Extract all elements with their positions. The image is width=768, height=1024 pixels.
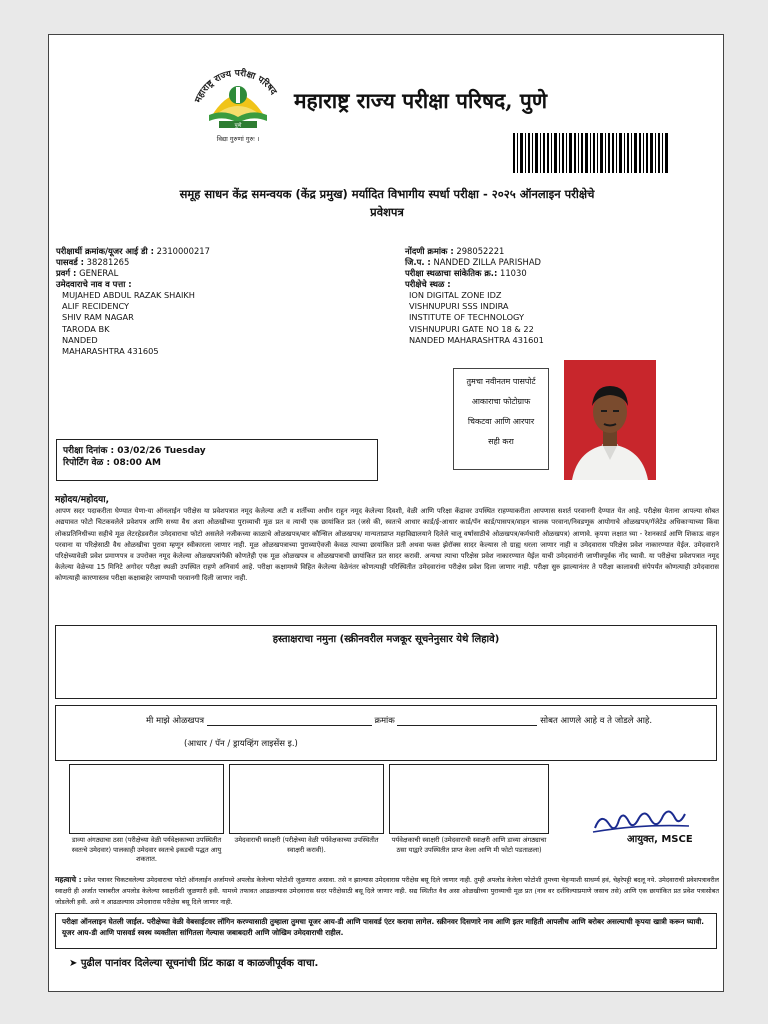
category-value: GENERAL (79, 268, 119, 278)
category-label: प्रवर्ग : (56, 268, 77, 278)
footer-instruction (69, 955, 318, 969)
venue-line: INSTITUTE OF TECHNOLOGY (409, 312, 524, 323)
candidate-photo (564, 360, 656, 480)
address-line: SHIV RAM NAGAR (62, 312, 134, 323)
photo-note-line: सही करा (488, 437, 514, 446)
reg-label: नोंदणी क्रमांक : (405, 246, 454, 256)
reporting-time-label: रिपोर्टिंग वेळ : (63, 458, 111, 468)
roll-label: परीक्षार्थी क्रमांक/यूजर आई डी : (56, 246, 154, 256)
candidate-details (56, 246, 210, 357)
candidate-signature-box (229, 764, 384, 834)
photo-note-line: तुमचा नवीनतम पासपोर्ट (466, 377, 536, 386)
exam-date-label: परीक्षा दिनांक : (63, 446, 115, 456)
footer-text: पुढील पानांवर दिलेल्या सूचनांची प्रिंट काढा व काळजीपूर्वक वाचा. (80, 958, 319, 969)
reporting-time-value: 08:00 AM (113, 458, 161, 468)
logo-motto: विद्या गुरुणां गुरुः । (216, 135, 260, 143)
exam-title-line1: समूह साधन केंद्र समन्वयक (केंद्र प्रमुख) मर्यादित विभागीय स्पर्धा परीक्षा - २०२५ ऑनलाइन परीक्षेचे (179, 187, 595, 201)
board-logo (189, 55, 287, 145)
thumb-caption: डाव्या अंगठ्याचा ठसा (परीक्षेच्या वेळी पर्यवेक्षकाच्या उपस्थितीत स्वतःचे उमेदवार) पालकाही उमेदवार स्वतःचे इकडची पद्धत आयु शकतात. (71, 836, 222, 863)
venue-line: VISHNUPURI GATE NO 18 & 22 (409, 323, 534, 334)
instructions-body: आपण सदर पदाकरीता घेण्यात येणा-या ऑनलाईन परीक्षेस या प्रवेशपत्रात नमूद केलेल्या अटी व शर्तीच्या अधीन राहून नमूद केलेल्या दिवशी, वेळी आणि परिक्षा केंद्रावर उपस्थित राहण्याकरीता आपणास सशर्त परवानगी देण्यात येत आहे. परीक्षेस येताना आपल्या सोबत अद्ययावत फोटो चिटकवलेले प्रवेशपत्र आणि सध्या वैध अशा ओळखीच्या पुराव्याची मूळ प्रत व त्याची एक छायांकित प्रत (जसे की, स्वतःचे आधार कार्ड/ई-आधार कार्ड/पॅन कार्ड/पासपत्र/वाहन चालक परवाना/निवडणूक आयोगाचे ओळखपत्र/गॅजेटेड अधिकाऱ्याच्या किंवा लोकप्रतिनिधीच्या सहीचे मूळ लेटरहेडवरील उमेदवाराचा फोटो असलेले नजीकच्या काळाचे ओळखपत्र/बार कौन्सिल ओळखपत्र/ मान्यताप्राप्त महाविद्यालयाने दिलेले चालू वर्षासाठीचे ओळखपत्र/कर्मचारी ओळखपत्र) आणावे. कृपया लक्षात घ्या - रेशनकार्ड आणि शिकाऊ वाहन परवाना या परिक्षेसाठी वैध ओळखीचा पुरावा म्हणून स्वीकारला जाणार नाही. मूळ ओळखपत्राच्या पुराव्याऐवजी केवळ त्याच्या छायांकित प्रती अथवा फक्त झेरॉक्स सादर केल्यास तो ग्राह्य धरला जाणार नाही व उमेदवारास परिक्षेस प्रवेश नाकारण्यात येईल. उमेदवाराने परिक्षेच्यावेळी प्रवेश प्रमाणपत्र व उपरोक्त नमूद केलेल्या ओळखपत्रांपैकी कोणतेही एक मूळ ओळखपत्र व ओळखपत्राची छायांकित प्रत सादर करावी. अन्यथा त्याचा परिक्षेस प्रवेश नाकारण्यात येईल याची उमेदवारांनी जाणीवपूर्वक नोंद घ्यावी. या परीक्षेचा प्रवेशपत्रात नमूद केलेल्या वेळेच्या 15 मिनिटे अगोदर परीक्षा स्थळी उपस्थित राहणे अनिवार्य आहे. परीक्षा कक्षामध्ये विहित केलेल्या वेळेनंतर कोणत्याही परिस्थितीत उमेदवारांना परीक्षेस प्रवेश दिला जाणार नाही. परीक्षा सुरु झाल्यानंतर ते परीक्षा कालावधी संपेपर्यंत कोणत्याही उमेदवारास कोणत्याही कारणास्तव परीक्षा कक्षाबाहेर जाण्याची परवानगी दिली जाणार नाही. (55, 507, 720, 583)
address-line: MAHARASHTRA 431605 (62, 346, 159, 357)
exam-date-value: 03/02/26 Tuesday (117, 446, 206, 456)
photo-instruction-box (453, 368, 549, 470)
venue-label: परीक्षेचे स्थळ : (405, 279, 451, 289)
logo-city: पुणे (234, 123, 242, 129)
login-info-box: परीक्षा ऑनलाइन घेतली जाईल. परीक्षेच्या वेळी वेबसाईटवर लॉगिन करण्यासाठी तुम्हाला तुमचा यूजर आय-डी आणि पासवर्ड एंटर करावा लागेल. स्क्रीनवर दिसणारे नाव आणि इतर माहिती आपलीच आणि बरोबर असल्याची कृपया खात्री करून घ्यावी. यूजर आय-डी आणि पासवर्ड स्वस्थ व्यक्तीला सांगितला गेल्यास जबाबदारी आणि जोखिम उमेदवाराची राहील. (55, 913, 717, 949)
salutation: महोदय/महोदया, (55, 495, 110, 505)
important-note-body: प्रवेश पत्रावर चिकटवलेल्या उमेदवाराचा फोटो ऑनलाईन अर्जामध्ये अपलोड केलेल्या फोटोशी जुळणारा असावा. तसे न झाल्यास उमेदवारास परीक्षेस बसू दिले जाणार नाही. तुम्ही अपलोड केलेला फोटोशी तुमच्या चेहऱ्याशी साधर्म्य हवं, चेहरेपट्टी बदलू नये. उमेदवाराची प्रवेशपत्रावरील स्वाक्षरी ही अर्जात पत्राबरील अपलोड केलेल्या स्वाक्षरीशी जुळणारी हवी. यामध्ये तफावत आढळल्यास उमेदवारास सदर परीक्षेसाठी बसू दिले जाणार नाही. सद्य स्थितीत वैध असा ओळखीच्या पुराव्याची मूळ प्रत (नाव वर दर्शविल्याप्रमाणे जसाच तसे) आणि एक छायांकित प्रत प्रवेश पत्रासोबत जोडलेली हवी. असे न आढळल्यास उमेदवारास परीक्षेस बसू दिले जाणार नाही. (55, 876, 719, 906)
important-note-head: महत्वाचे : (55, 875, 82, 884)
address-line: NANDED (62, 334, 98, 345)
invigilator-signature-box (389, 764, 549, 834)
arrow-icon: ➤ (69, 958, 81, 969)
photo-note-line: आकाराचा फोटोग्राफ (471, 397, 531, 406)
instructions (55, 495, 719, 585)
password-label: पासवर्ड : (56, 257, 84, 267)
id-declaration-part3: सोबत आणले आहे व ते जोडले आहे. (540, 716, 653, 726)
signature-sample-box (55, 625, 717, 699)
logo-arc-text: महाराष्ट्र राज्य परीक्षा परिषद (193, 68, 279, 105)
address-line: MUJAHED ABDUL RAZAK SHAIKH (62, 290, 195, 300)
candidate-address (62, 290, 210, 357)
exam-title (79, 185, 695, 221)
id-declaration-box (55, 705, 717, 761)
id-declaration-part1: मी माझे ओळखपत्र (146, 716, 205, 726)
invigilator-sign-caption: पर्यवेक्षकाची स्वाक्षरी (उमेदवाराची स्वाक्षरी आणि डाव्या अंगठ्याचा ठसा याद्वारे उपस्थितीत प्राप्त केला आणि मी फोटो पडताळला) (391, 836, 547, 854)
venue-line: ION DIGITAL ZONE IDZ (409, 290, 502, 300)
admit-card-page (48, 34, 724, 992)
schedule-box (56, 439, 378, 481)
exam-title-line2: प्रवेशपत्र (370, 205, 404, 219)
venue-address (409, 290, 544, 346)
commissioner-label: आयुक्त, MSCE (627, 834, 693, 845)
id-declaration-part2: क्रमांक (374, 716, 395, 726)
photo-note-line: चिकटवा आणि आरपार (467, 417, 535, 426)
name-address-label: उमेदवाराचे नाव व पत्ता : (56, 279, 132, 289)
id-examples: (आधार / पॅन / ड्रायव्हिंग लाइसेंस इ.) (184, 739, 298, 749)
venue-line: VISHNUPURI SSS INDIRA (409, 301, 509, 312)
roll-value: 2310000217 (156, 246, 210, 256)
address-line: ALIF RECIDENCY (62, 301, 130, 312)
id-number-blank (397, 715, 537, 726)
important-note (55, 875, 719, 907)
id-type-blank (207, 715, 372, 726)
registration-details (405, 246, 544, 346)
address-line: TARODA BK (62, 323, 110, 334)
centre-code-label: परीक्षा स्थळाचा सांकेतिक क्र.: (405, 268, 498, 278)
venue-line: NANDED MAHARASHTRA 431601 (409, 334, 544, 345)
barcode (511, 133, 671, 173)
thumb-impression-box (69, 764, 224, 834)
candidate-sign-caption: उमेदवाराची स्वाक्षरी (परीक्षेच्या वेळी पर्यवेक्षकाच्या उपस्थितीत स्वाक्षरी करावी). (234, 836, 379, 854)
reg-value: 298052221 (456, 246, 505, 256)
password-value: 38281265 (86, 257, 130, 267)
centre-code-value: 11030 (500, 268, 527, 278)
zp-label: जि.प. : (405, 257, 431, 267)
signature-sample-title: हस्ताक्षराचा नमुना (स्क्रीनवरील मजकूर सूचनेनुसार येथे लिहावे) (272, 634, 500, 645)
board-title: महाराष्ट्र राज्य परीक्षा परिषद, पुणे (294, 88, 548, 113)
zp-value: NANDED ZILLA PARISHAD (433, 257, 542, 267)
